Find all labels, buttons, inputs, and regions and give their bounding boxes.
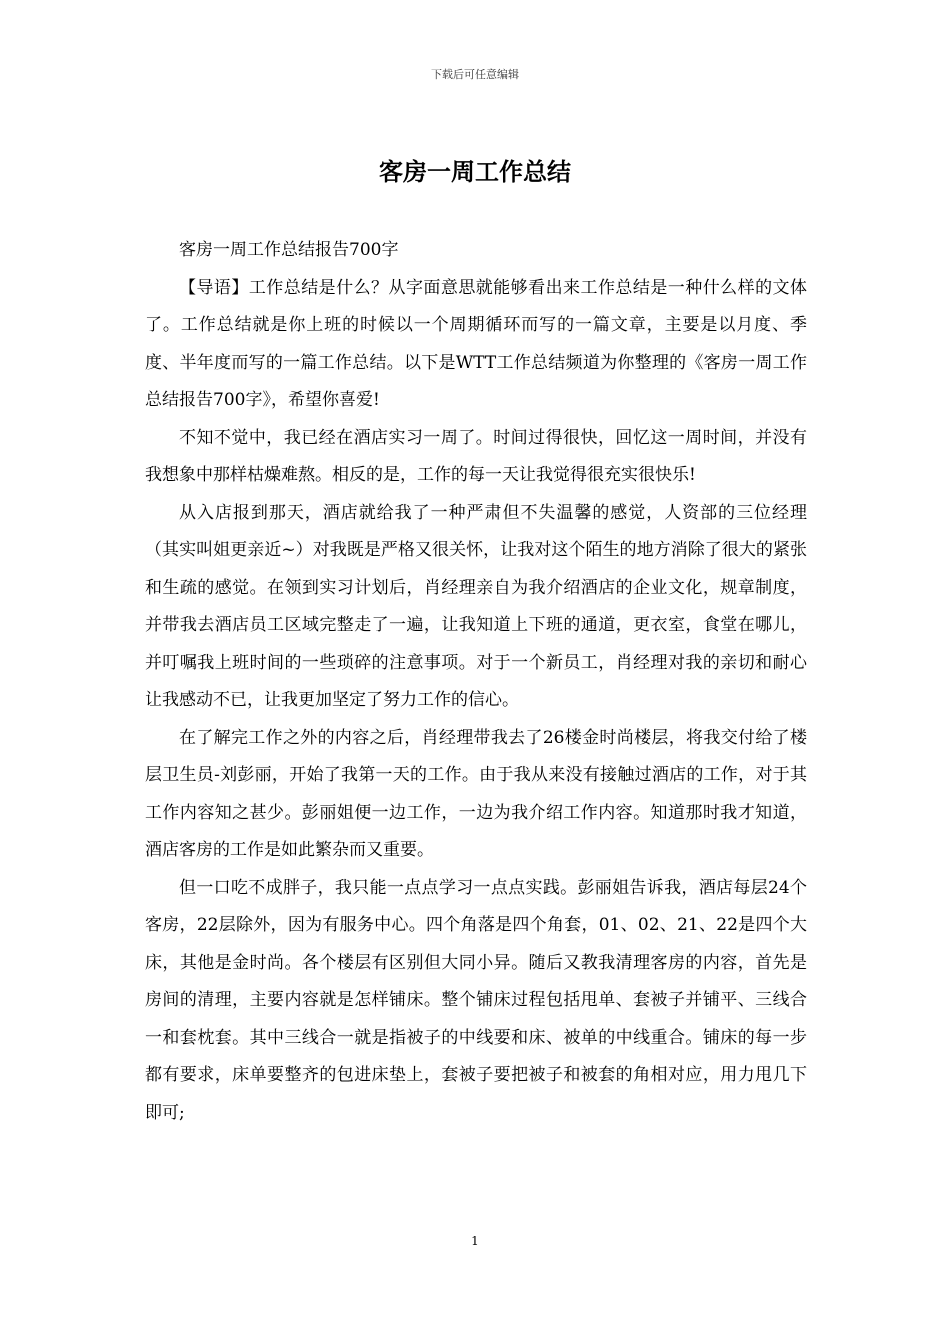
page-number: 1 bbox=[471, 1234, 479, 1248]
page-header-note: 下载后可任意编辑 bbox=[431, 68, 519, 81]
document-title: 客房一周工作总结 bbox=[379, 157, 571, 186]
body-paragraph-intro: 【导语】工作总结是什么？从字面意思就能够看出来工作总结是一种什么样的文体了。工作总结就是你上班的时候以一个周期循环而写的一篇文章，主要是以月度、季度、半年度而写的一篇工作总结。以下是WTT工作总结频道为你整理的《客房一周工作总结报告700字》，希望你喜爱! bbox=[145, 277, 807, 410]
body-paragraph: 从入店报到那天，酒店就给我了一种严肃但不失温馨的感觉，人资部的三位经理（其实叫姐更亲近~）对我既是严格又很关怀，让我对这个陌生的地方消除了很大的紧张和生疏的感觉。在领到实习计划后，肖经理亲自为我介绍酒店的企业文化，规章制度，并带我去酒店员工区域完整走了一遍，让我知道上下班的通道，更衣室，食堂在哪儿，并叮嘱我上班时间的一些琐碎的注意事项。对于一个新员工，肖经理对我的亲切和耐心让我感动不已，让我更加坚定了努力工作的信心。 bbox=[145, 502, 807, 710]
document-body bbox=[145, 232, 807, 1132]
body-paragraph: 但一口吃不成胖子，我只能一点点学习一点点实践。彭丽姐告诉我，酒店每层24个客房，22层除外，因为有服务中心。四个角落是四个角套，01、02、21、22是四个大床，其他是金时尚。各个楼层有区别但大同小异。随后又教我清理客房的内容，首先是房间的清理，主要内容就是怎样铺床。整个铺床过程包括甩单、套被子并铺平、三线合一和套枕套。其中三线合一就是指被子的中线要和床、被单的中线重合。铺床的每一步都有要求，床单要整齐的包进床垫上，套被子要把被子和被套的角相对应，用力甩几下即可; bbox=[145, 877, 807, 1123]
body-paragraph: 在了解完工作之外的内容之后，肖经理带我去了26楼金时尚楼层，将我交付给了楼层卫生员-刘彭丽，开始了我第一天的工作。由于我从来没有接触过酒店的工作，对于其工作内容知之甚少。彭丽姐便一边工作，一边为我介绍工作内容。知道那时我才知道，酒店客房的工作是如此繁杂而又重要。 bbox=[145, 727, 807, 860]
body-paragraph-subtitle: 客房一周工作总结报告700字 bbox=[179, 240, 399, 260]
body-paragraph: 不知不觉中，我已经在酒店实习一周了。时间过得很快，回忆这一周时间，并没有我想象中那样枯燥难熬。相反的是，工作的每一天让我觉得很充实很快乐! bbox=[145, 427, 807, 485]
